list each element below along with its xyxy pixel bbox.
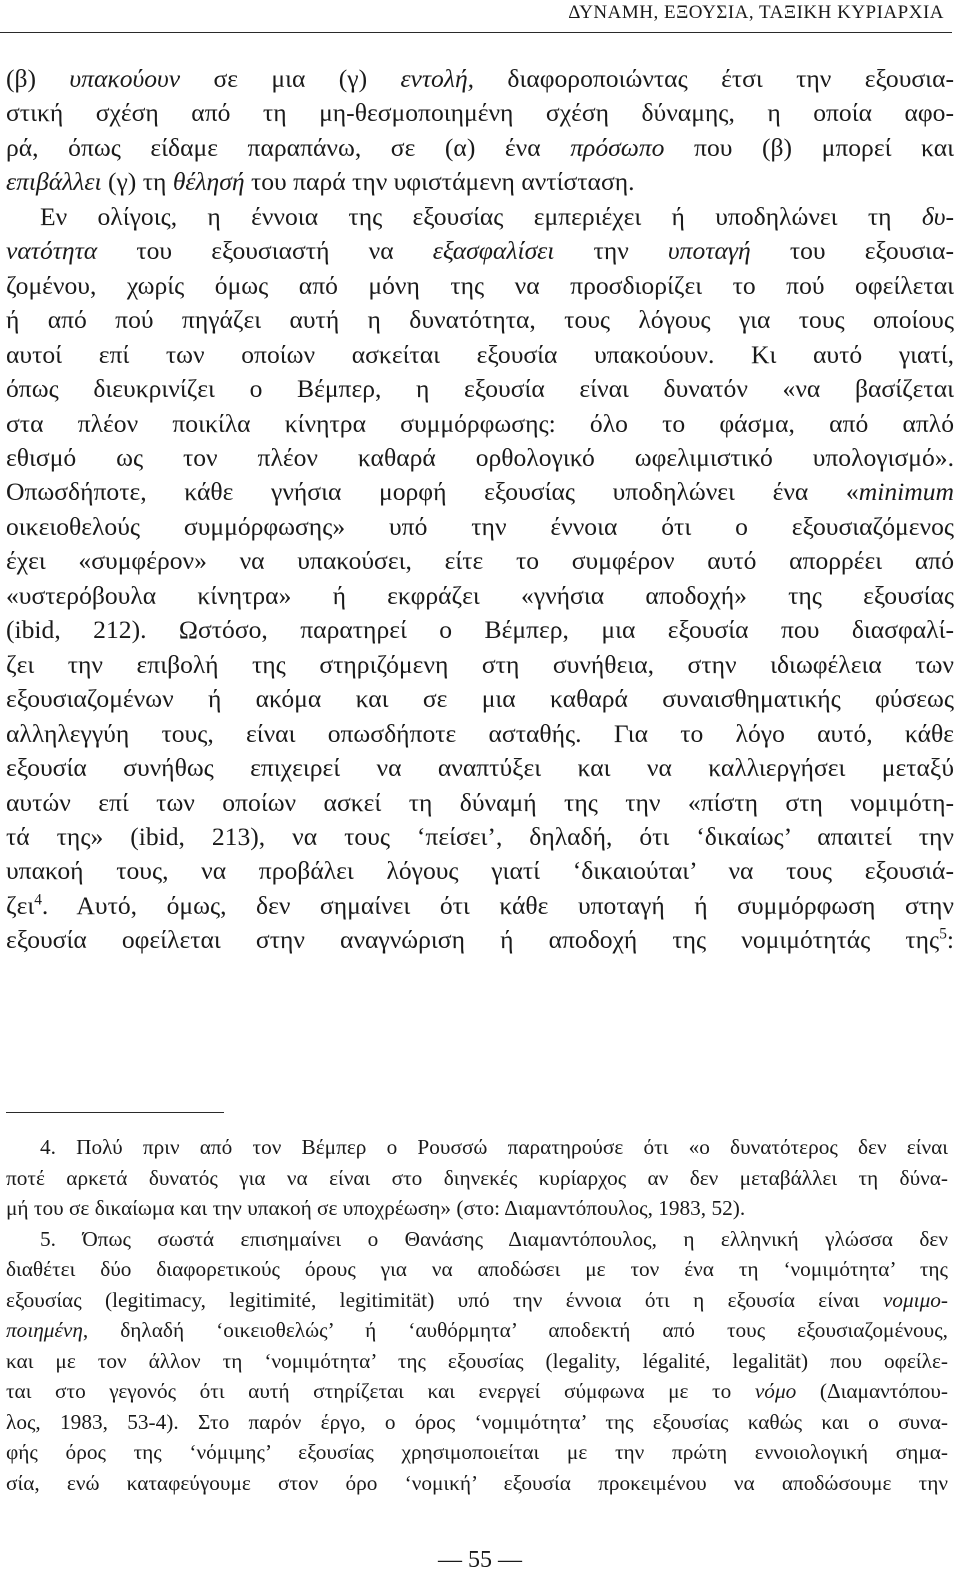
text-run: εξουσία συνήθως επιχειρεί να αναπτύξει και να καλλιεργήσει μεταξύ bbox=[6, 753, 954, 783]
text-run: υπακοή τους, να προβάλει λόγους γιατί ‘δικαιούται’ να τους εξουσιά- bbox=[6, 856, 954, 886]
body-line bbox=[6, 62, 954, 96]
text-run: έχει «συμφέρον» να υπακούσει, είτε το συμφέρον αυτό απορρέει από bbox=[6, 546, 954, 576]
footnote-line bbox=[6, 1193, 948, 1224]
footnote-line bbox=[6, 1346, 948, 1377]
text-run: μή του σε δικαίωμα και την υπακοή σε υποχρέωση» (στο: Διαμαντόπουλος, 1983, 52). bbox=[6, 1196, 746, 1220]
text-run: σε μια (γ) bbox=[180, 64, 401, 93]
text-run: «υστερόβουλα κίνητρα» ή εκφράζει «γνήσια αποδοχή» της εξουσίας bbox=[6, 580, 954, 610]
body-line bbox=[6, 682, 954, 716]
text-run: 5. Όπως σωστά επισημαίνει ο Θανάσης Διαμαντόπουλος, η ελληνική γλώσσα δεν bbox=[40, 1226, 948, 1251]
text-run: (β) bbox=[6, 64, 70, 93]
text-run: . Αυτό, όμως, δεν σημαίνει ότι κάθε υποταγή ή συμμόρφωση στην bbox=[41, 890, 954, 920]
text-run: του παρά την υφιστάμενη αντίσταση. bbox=[244, 167, 635, 197]
text-run: ρά, όπως είδαμε παραπάνω, σε (α) ένα bbox=[6, 132, 571, 162]
text-run: (γ) τη bbox=[101, 167, 173, 197]
body-line bbox=[6, 820, 954, 854]
text-run: στική σχέση από τη μη-θεσμοποιημένη σχέση δύναμης, η οποία αφο- bbox=[6, 98, 954, 128]
body-line bbox=[6, 475, 954, 509]
body-line bbox=[6, 96, 954, 130]
text-run: εξουσίας (legitimacy, legitimité, legitimität) υπό την έννοια ότι η εξουσία είναι bbox=[6, 1287, 883, 1312]
text-run: τά της» (ibid, 213), να τους ‘πείσει’, δηλαδή, ότι ‘δικαίως’ απαιτεί την bbox=[6, 821, 954, 851]
body-line bbox=[6, 234, 954, 268]
body-line bbox=[6, 717, 954, 751]
body-line bbox=[6, 648, 954, 682]
text-run: ζει την επιβολή της στηριζόμενη στη συνήθεια, στην ιδιωφέλεια των bbox=[6, 649, 954, 679]
footnotes bbox=[6, 1132, 948, 1498]
body-line bbox=[6, 165, 954, 199]
body-line bbox=[6, 510, 954, 544]
text-run: Εν ολίγοις, η έννοια της εξουσίας εμπεριέχει ή υποδηλώνει τη bbox=[40, 201, 922, 231]
text-run: αλληλεγγύη τους, είναι οπωσδήποτε ασταθής. Για το λόγο αυτό, κάθε bbox=[6, 718, 954, 748]
italic-text: επιβάλλει bbox=[6, 167, 102, 197]
footnote-line bbox=[6, 1407, 948, 1438]
text-run: σία, ενώ καταφεύγουμε στον όρο ‘νομική’ εξουσία προκειμένου να αποδώσουμε την bbox=[6, 1470, 948, 1495]
italic-text: υπακούουν bbox=[69, 64, 181, 93]
footnote-separator bbox=[6, 1112, 224, 1113]
text-run: που (β) μπορεί και bbox=[664, 132, 954, 162]
text-run: του εξουσια- bbox=[750, 236, 955, 266]
text-run: αυτοί επί των οποίων ασκείται εξουσία υπακούουν. Κι αυτό γιατί, bbox=[6, 339, 954, 369]
text-run: εξουσιαζομένων ή ακόμα και σε μια καθαρά συναισθηματικής φύσεως bbox=[6, 684, 954, 714]
text-run: ται στο γεγονός ότι αυτή στηρίζεται και ενεργεί σύμφωνα με το bbox=[6, 1379, 755, 1403]
text-run: (Διαμαντόπου- bbox=[796, 1379, 949, 1403]
text-run: εξουσία οφείλεται στην αναγνώριση ή αποδοχή της νομιμότητάς της bbox=[6, 925, 940, 955]
footnote-line bbox=[6, 1254, 948, 1285]
italic-text: δυ- bbox=[921, 201, 954, 231]
text-run: εθισμό ως τον πλέον καθαρά ορθολογικό ωφελιμιστικό υπολογισμό». bbox=[6, 442, 954, 472]
body-line bbox=[6, 269, 954, 303]
text-run: : bbox=[946, 925, 954, 955]
body-line bbox=[6, 303, 954, 337]
text-run: λος, 1983, 53-4). Στο παρόν έργο, ο όρος ‘νομιμότητα’ της εξουσίας καθώς και ο συνα- bbox=[6, 1409, 948, 1434]
footnote-line bbox=[6, 1376, 948, 1407]
italic-text: νατότητα bbox=[6, 236, 98, 266]
footnote-line bbox=[6, 1163, 948, 1194]
body-line bbox=[6, 613, 954, 647]
text-run: ποτέ αρκετά δυνατός για να είναι στο διηνεκές κυρίαρχος αν δεν μεταβάλλει τη δύνα- bbox=[6, 1165, 948, 1190]
body-line bbox=[6, 854, 954, 888]
body-line bbox=[6, 372, 954, 406]
body-line bbox=[6, 441, 954, 475]
body-text bbox=[6, 62, 954, 958]
italic-text: θέλησή bbox=[172, 167, 245, 197]
text-run: αυτών επί των οποίων ασκεί τη δύναμή της την «πίστη στη νομιμότη- bbox=[6, 787, 954, 817]
text-run: φής όρος της ‘νόμιμης’ εξουσίας χρησιμοποιείται με την πρώτη εννοιολογική σημα- bbox=[6, 1440, 948, 1464]
body-line bbox=[6, 338, 954, 372]
body-line bbox=[6, 407, 954, 441]
body-line bbox=[6, 131, 954, 165]
running-head: ΔΥΝΑΜΗ, ΕΞΟΥΣΙΑ, ΤΑΞΙΚΗ ΚΥΡΙΑΡΧΙΑ bbox=[568, 2, 944, 23]
body-line bbox=[6, 786, 954, 820]
text-run: στα πλέον ποικίλα κίνητρα συμμόρφωσης: όλο το φάσμα, από απλό bbox=[6, 408, 954, 438]
italic-text: minimum bbox=[858, 477, 954, 507]
text-run: ή από πού πηγάζει αυτή η δυνατότητα, τους λόγους για τους οποίους bbox=[6, 305, 954, 335]
text-run: όπως διευκρινίζει ο Βέμπερ, η εξουσία είναι δυνατόν «να βασίζεται bbox=[6, 374, 954, 404]
text-run: και με τον άλλον τη ‘νομιμότητα’ της εξουσίας (legality, légalité, legalität) που οφείλε- bbox=[6, 1348, 948, 1373]
footnote-line bbox=[6, 1437, 948, 1468]
text-run: του εξουσιαστή να bbox=[97, 236, 433, 266]
body-line bbox=[6, 200, 954, 234]
footnote-line bbox=[6, 1224, 948, 1255]
italic-text: νόμο bbox=[754, 1379, 797, 1403]
text-run: 4. Πολύ πριν από τον Βέμπερ ο Ρουσσώ παρατηρούσε ότι «ο δυνατότερος δεν είναι bbox=[40, 1135, 948, 1159]
text-run: ζομένου, χωρίς όμως από μόνη της να προσδιορίζει το πού οφείλεται bbox=[6, 270, 954, 300]
text-run: οικειοθελούς συμμόρφωσης» υπό την έννοια ότι ο εξουσιαζόμενος bbox=[6, 511, 954, 541]
italic-text: πρόσωπο bbox=[570, 132, 665, 162]
body-line bbox=[6, 751, 954, 785]
text-run: την bbox=[554, 236, 668, 266]
text-run: Οπωσδήποτε, κάθε γνήσια μορφή εξουσίας υποδηλώνει ένα « bbox=[6, 477, 859, 507]
italic-text: ποιημένη bbox=[6, 1318, 83, 1342]
italic-text: υποταγή bbox=[667, 236, 751, 266]
footnote-ref: 4 bbox=[34, 891, 42, 909]
footnote-line bbox=[6, 1285, 948, 1316]
body-line bbox=[6, 923, 954, 957]
italic-text: εξασφαλίσει bbox=[432, 236, 555, 266]
footnote-ref: 5 bbox=[939, 925, 947, 943]
body-line bbox=[6, 579, 954, 613]
page-number: — 55 — bbox=[438, 1547, 522, 1573]
footnote-line bbox=[6, 1468, 948, 1499]
italic-text: νομιμο- bbox=[882, 1287, 948, 1312]
body-line bbox=[6, 544, 954, 578]
text-run: διαφοροποιώντας έτσι την εξουσια- bbox=[474, 64, 955, 93]
header-rule bbox=[0, 32, 952, 33]
text-run: , δηλαδή ‘οικειοθελώς’ ή ‘αυθόρμητα’ αποδεκτή από τους εξουσιαζομένους, bbox=[82, 1318, 948, 1342]
text-run: (ibid, 212). Ωστόσο, παρατηρεί ο Βέμπερ, μια εξουσία που διασφαλί- bbox=[6, 615, 954, 645]
text-run: διαθέτει δύο διαφορετικούς όρους για να αποδώσει με τον ένα τη ‘νομιμότητα’ της bbox=[6, 1257, 948, 1281]
text-run: ζει bbox=[6, 890, 35, 920]
footnote-line bbox=[6, 1132, 948, 1163]
body-line bbox=[6, 889, 954, 923]
italic-text: εντολή, bbox=[400, 64, 475, 93]
footnote-line bbox=[6, 1315, 948, 1346]
